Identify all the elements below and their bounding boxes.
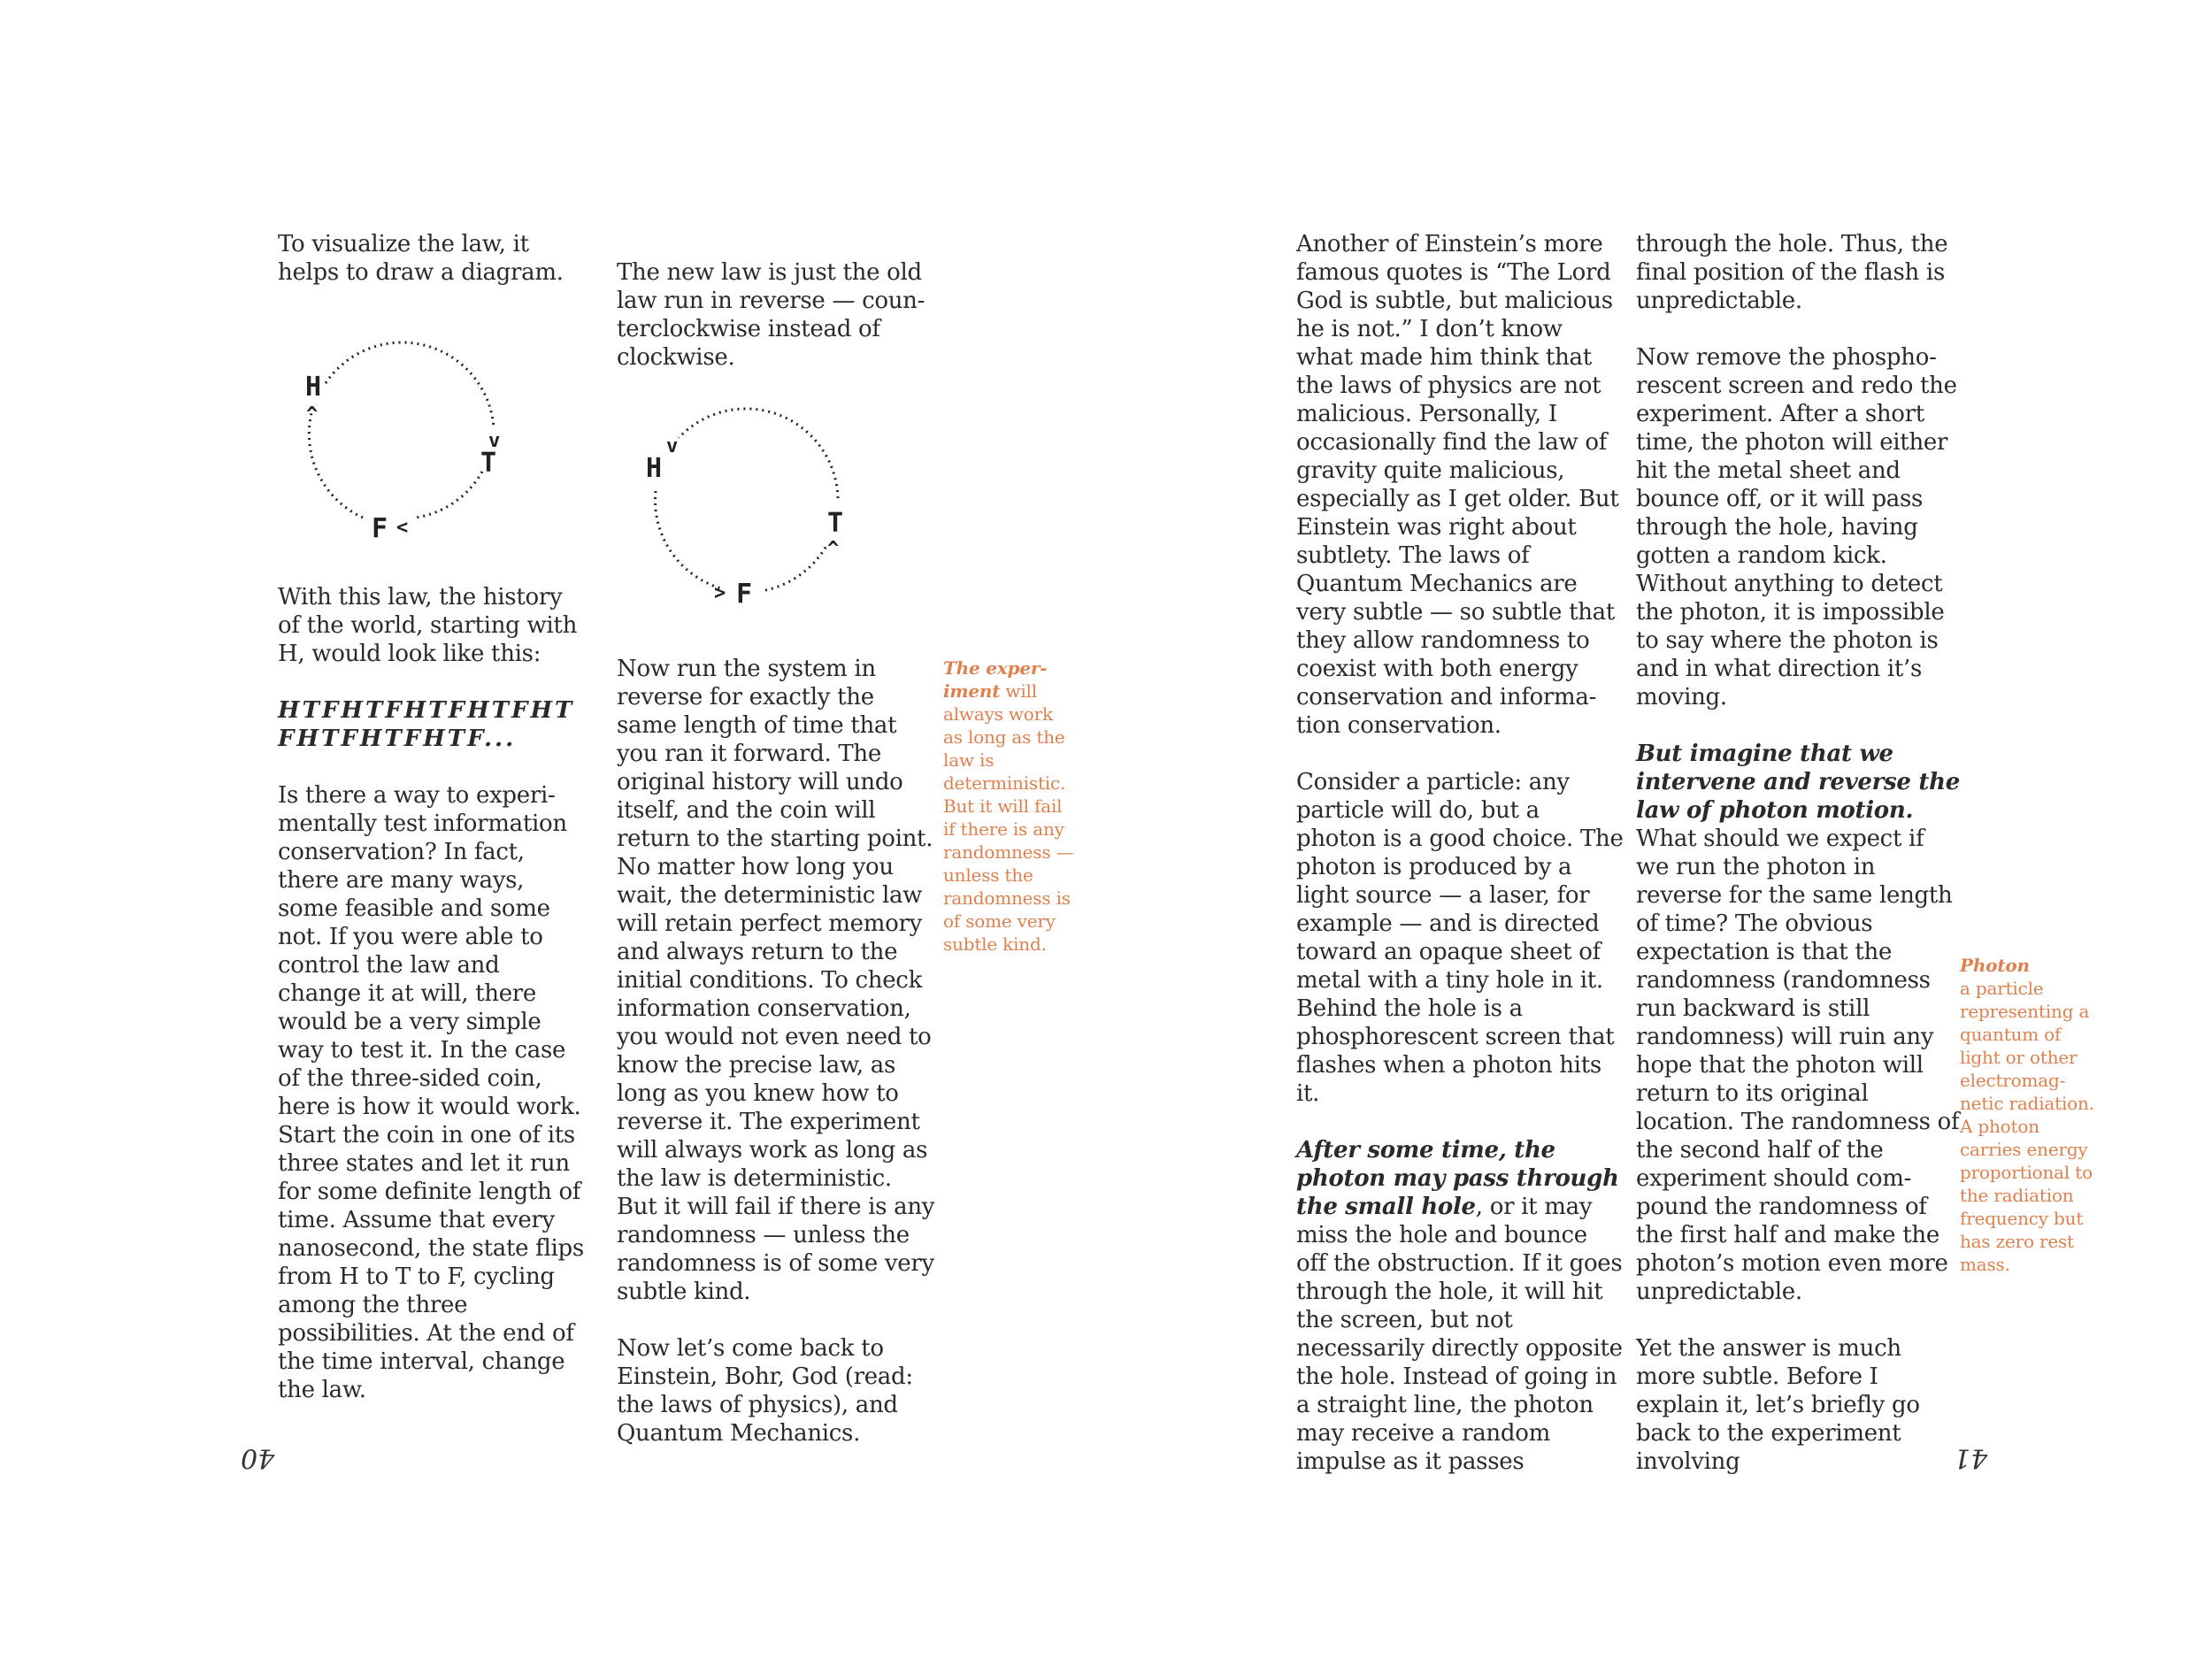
cycle-arc-h-to-t xyxy=(326,342,494,427)
experiment-test-paragraph: Is there a way to experimentally test information conservation? In fact, there are many ways, some feasible and some not. If you were able to control the law and change it at will, there would be a very simple way to test it. In the case of the three-sided coin, here is how it would work. Start the coin in one of its three states and let it run for some definite length of time. Assume that every nanosecond, the state flips from H to T to F, cycling among the three possibilities. At the end of the time interval, change the law. xyxy=(278,782,584,1403)
arrow-head-icon: > xyxy=(714,582,726,604)
through-hole-paragraph: through the hole. Thus, the final position of the flash is unpredictable. xyxy=(1636,231,1948,314)
come-back-paragraph: Now let’s come back to Einstein, Bohr, God (read: the laws of physics), and Quantum Mechanics. xyxy=(617,1335,913,1447)
state-label-t: T xyxy=(480,448,497,479)
page-number-left: 40 xyxy=(241,1442,275,1473)
left-sidenote xyxy=(943,657,1076,956)
right-page-column-2 xyxy=(1636,230,1963,1504)
run-reverse-paragraph: Now run the system in reverse for exactly the same length of time that you ran it forward. The original history will undo itself, and the coin will return to the starting point. No matter how long you wait, the deterministic law will retain perfect memory and always return to the initial conditions. To check information conservation, you would not even need to know the precise law, as long as you knew how to reverse it. The experiment will always work as long as the law is deterministic. But it will fail if there is any randomness — unless the randomness is of some very subtle kind. xyxy=(617,656,935,1305)
cycle-arc-h-to-f xyxy=(655,491,721,588)
page-number-right: 41 xyxy=(1954,1442,1988,1473)
right-page-column-1 xyxy=(1296,230,1624,1504)
counterclockwise-cycle-diagram xyxy=(641,403,854,615)
clockwise-cycle-diagram xyxy=(301,332,513,544)
state-label-h: H xyxy=(305,372,322,403)
sidenote-emphasis: The experiment xyxy=(943,657,1048,702)
intro-paragraph: To visualize the law, it helps to draw a diagram. xyxy=(278,231,564,286)
photon-sidenote xyxy=(1960,954,2101,1276)
state-label-h: H xyxy=(646,453,663,484)
reverse-law-text: What should we expect if we run the photon in reverse for the same length of time? The obvious expectation is that the randomness (randomness run backward is still randomness) will ruin any hope that the photon will return to its original location. The randomness of the second half of the experiment should compound the randomness of the first half and make the photon’s motion even more unpredictable. xyxy=(1636,826,1960,1305)
sidenote-text: will always work as long as the law is deterministic. But it will fail if there is any randomness — unless the randomness is of some very subtle kind. xyxy=(943,680,1074,955)
remove-screen-paragraph: Now remove the phosphorescent screen and redo the experiment. After a short time, the photon will either hit the metal sheet and bounce off, or it will pass through the hole, having gotten a random kick. Without anything to detect the photon, it is impossible to say where the photon is and in what direction it’s moving. xyxy=(1636,344,1957,710)
new-law-paragraph: The new law is just the old law run in reverse — counterclockwise instead of clockwise. xyxy=(617,259,926,371)
arrow-head-icon: < xyxy=(396,517,409,539)
sidenote-term: Photon xyxy=(1960,955,2030,976)
reverse-law-paragraph xyxy=(1636,740,1963,1306)
einstein-quote-paragraph: Another of Einstein’s more famous quotes is “The Lord God is subtle, but malicious he is not.” I don’t know what made him think that the laws of physics are not malicious. Personally, I occasionally find the law of gravity quite malicious, especially as I get older. But Einstein was right about subtlety. The laws of Quantum Mechanics are very subtle — so subtle that they allow randomness to coexist with both energy conservation and information conservation. xyxy=(1296,231,1619,739)
reverse-law-emphasis: But imagine that we intervene and reverse the law of photon motion. xyxy=(1636,741,1960,824)
cycle-arc-f-to-t xyxy=(765,544,827,590)
arrow-head-icon: v xyxy=(488,430,501,452)
cycle-arc-f-to-h xyxy=(309,413,363,518)
state-label-t: T xyxy=(827,508,844,539)
coin-sequence: HTFHTFHTFHTFHT FHTFHTFHTF... xyxy=(278,697,575,752)
subtle-answer-paragraph: Yet the answer is much more subtle. Before I explain it, let’s briefly go back to the experiment involving xyxy=(1636,1335,1920,1475)
arrow-head-icon: ^ xyxy=(306,403,319,426)
photon-passes-emphasis: After some time, the photon may pass through the small hole xyxy=(1296,1137,1619,1220)
photon-setup-paragraph: Consider a particle: any particle will do, but a photon is a good choice. The photon is produced by a light source — a laser, for example — and is directed toward an opaque sheet of metal with a tiny hole in it. Behind the hole is a phosphorescent screen that flashes when a photon hits it. xyxy=(1296,769,1624,1107)
arrow-head-icon: v xyxy=(666,435,679,457)
photon-passes-text: , or it may miss the hole and bounce off the obstruction. If it goes through the hole, it will hit the screen, but not necessarily directly opposite the hole. Instead of going in a straight line, the photon may receive a random impulse as it passes xyxy=(1296,1194,1623,1475)
photon-passes-paragraph xyxy=(1296,1136,1624,1476)
cycle-arc-t-to-h xyxy=(679,409,838,498)
cycle-arc-t-to-f xyxy=(416,472,482,518)
arrow-head-icon: ^ xyxy=(827,538,840,560)
sidenote-definition: a particle representing a quantum of light or other electromagnetic radiation. A photon carries energy proportional to the radiation frequency but has zero rest mass. xyxy=(1960,978,2094,1275)
state-label-f: F xyxy=(372,513,388,544)
state-label-f: F xyxy=(736,579,753,610)
history-intro-paragraph: With this law, the history of the world, starting with H, would look like this: xyxy=(278,584,578,667)
